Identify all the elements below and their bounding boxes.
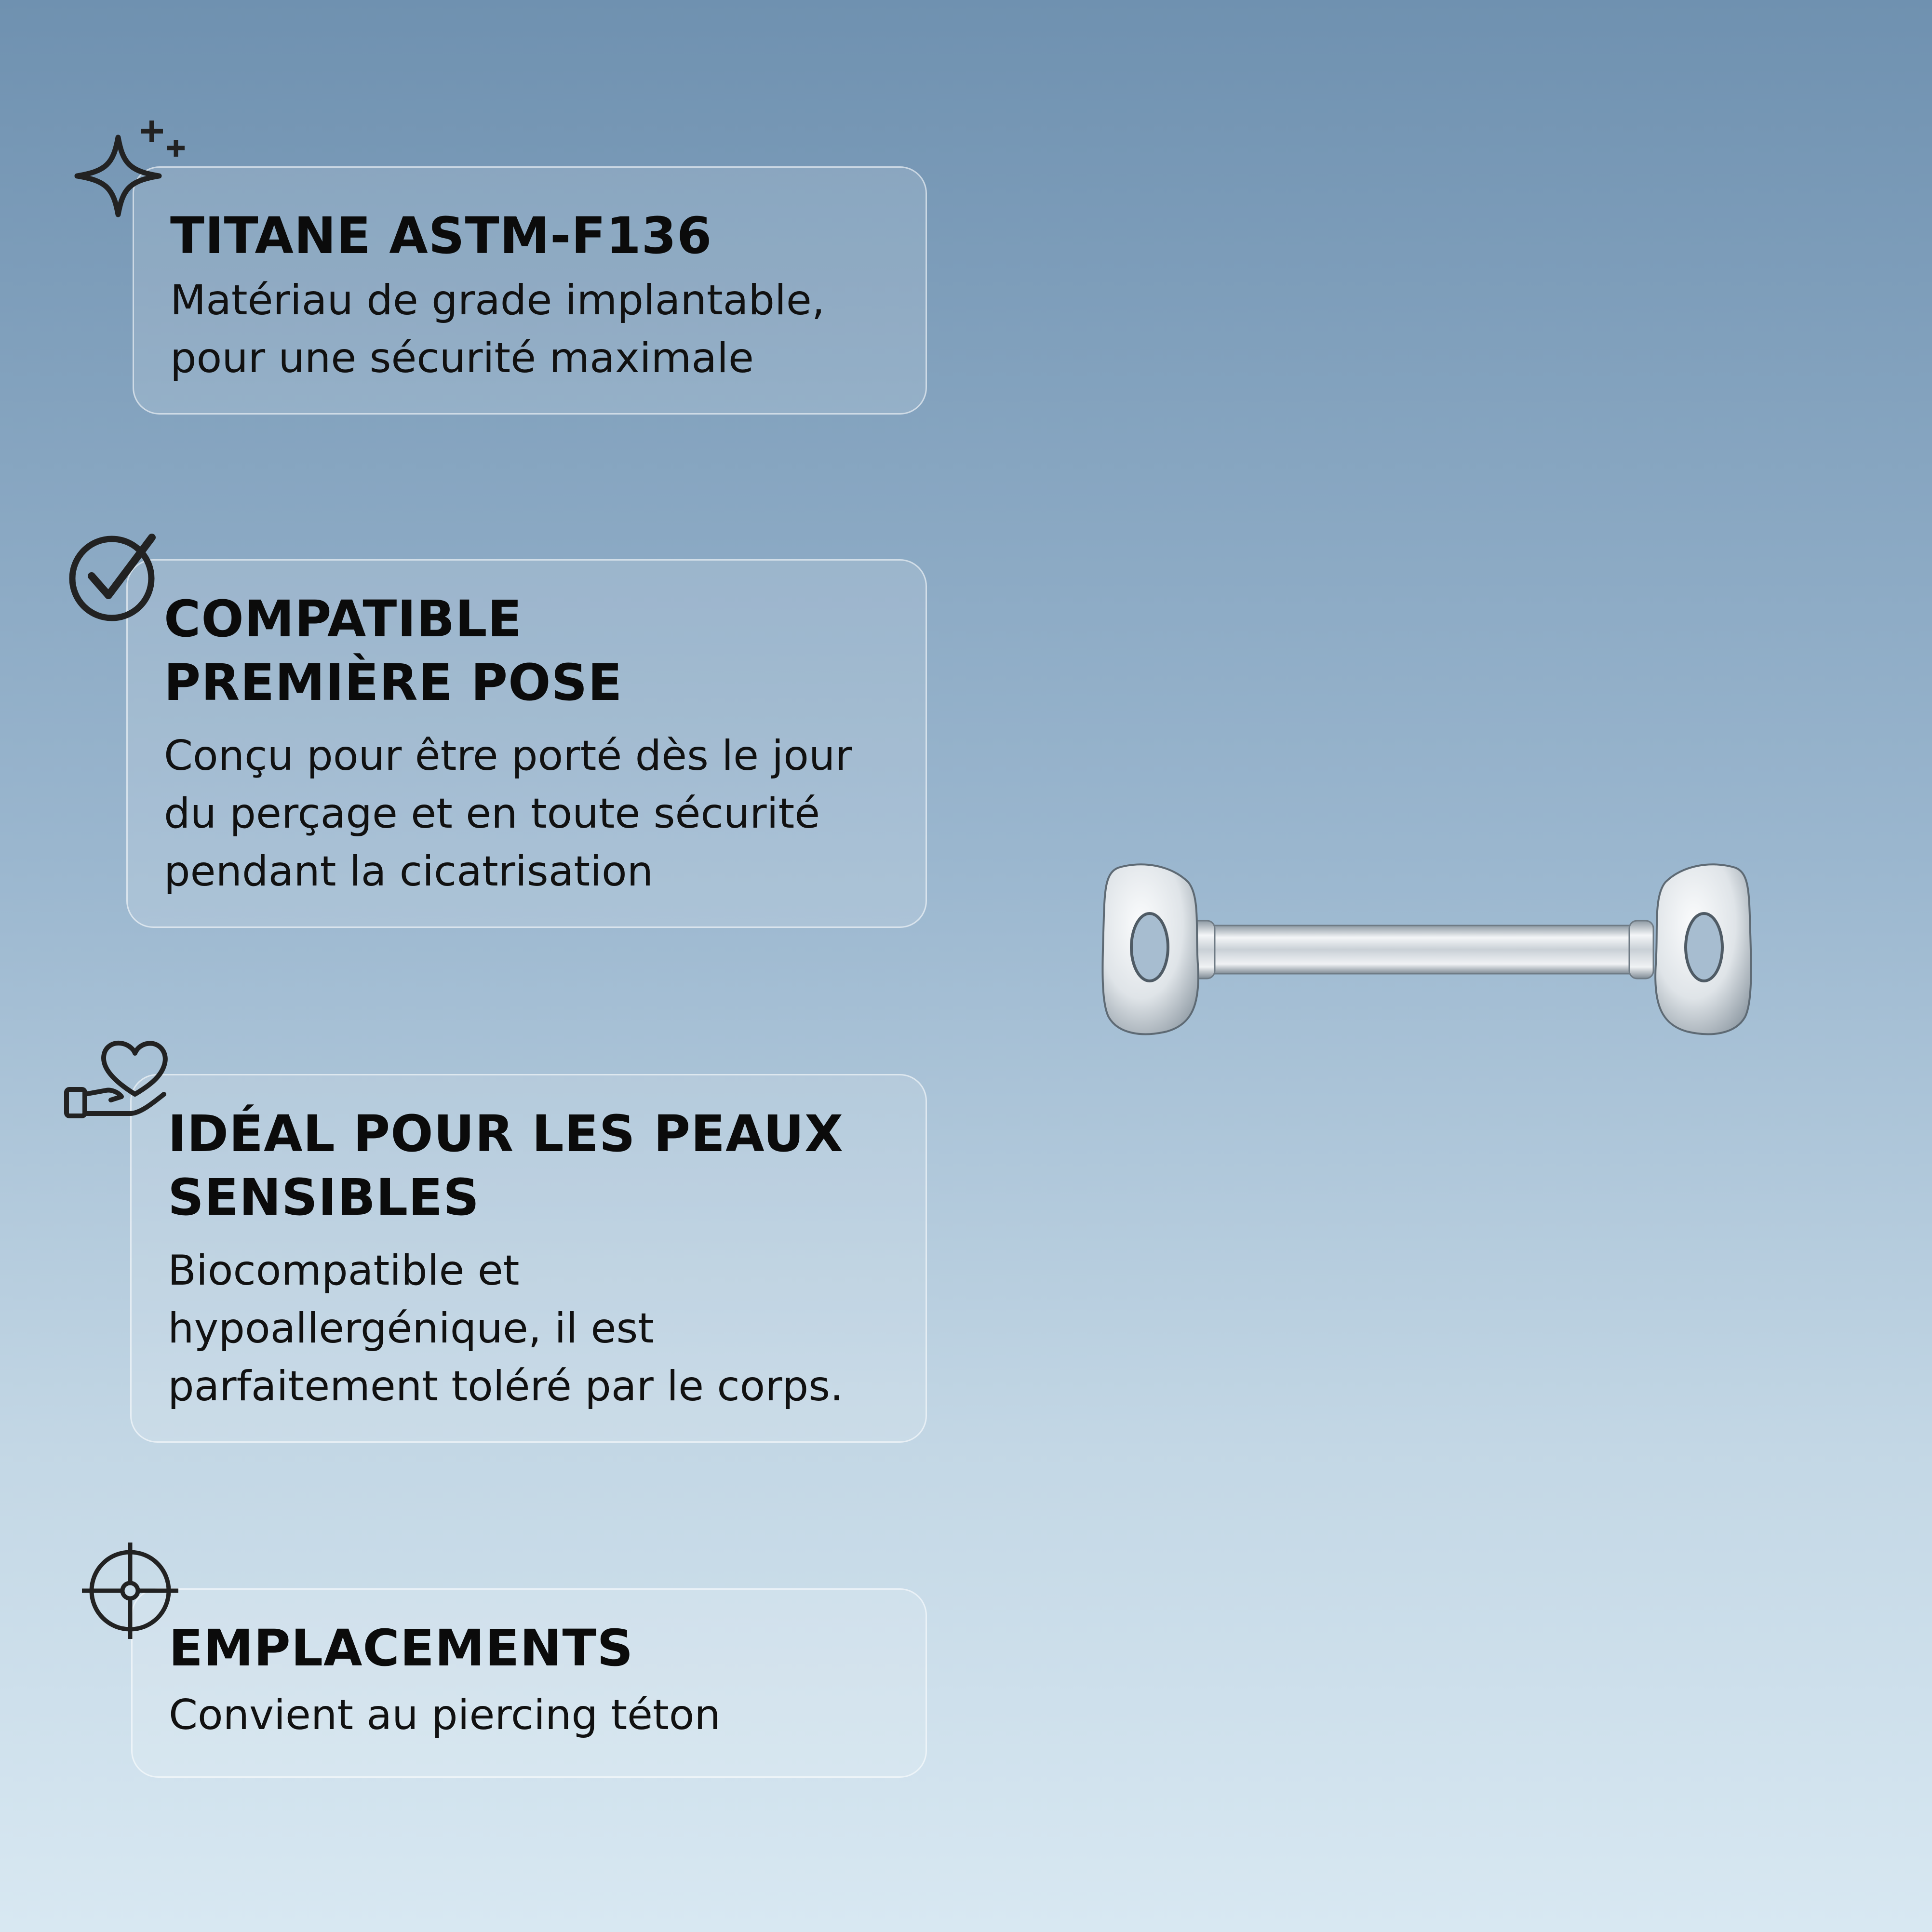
target-icon bbox=[82, 1543, 178, 1639]
feature-card-placement bbox=[131, 1588, 927, 1778]
feature-title: EMPLACEMENTS bbox=[169, 1619, 634, 1677]
description-line: pendant la cicatrisation bbox=[164, 847, 654, 896]
description-line: pour une sécurité maximale bbox=[170, 334, 754, 382]
feature-description bbox=[170, 271, 893, 387]
description-line: Matériau de grade implantable, bbox=[170, 276, 825, 324]
description-line: parfaitement toléré par le corps. bbox=[168, 1362, 844, 1410]
feature-card-titanium bbox=[133, 166, 927, 415]
description-line: du perçage et en toute sécurité bbox=[164, 790, 820, 838]
description-line: Convient au piercing téton bbox=[169, 1691, 721, 1739]
feature-card-first-piercing bbox=[126, 559, 927, 928]
title-line: PREMIÈRE POSE bbox=[164, 653, 623, 712]
title-line: SENSIBLES bbox=[168, 1168, 480, 1227]
heart-hand-icon bbox=[63, 1036, 174, 1123]
title-line: IDÉAL POUR LES PEAUX bbox=[168, 1104, 844, 1163]
title-line: COMPATIBLE bbox=[164, 590, 523, 648]
description-line: Biocompatible et bbox=[168, 1247, 520, 1295]
sparkle-icon bbox=[72, 118, 193, 219]
feature-description bbox=[164, 727, 916, 900]
description-line: Conçu pour être porté dès le jour bbox=[164, 732, 852, 780]
feature-card-sensitive-skin bbox=[130, 1074, 927, 1443]
feature-title bbox=[168, 1102, 920, 1229]
barbell-piercing-image bbox=[1099, 858, 1755, 1041]
description-line: hypoallergénique, il est bbox=[168, 1304, 654, 1353]
feature-title: TITANE ASTM-F136 bbox=[170, 206, 712, 265]
feature-description bbox=[169, 1686, 721, 1744]
feature-title bbox=[164, 587, 887, 714]
check-circle-icon bbox=[67, 525, 164, 622]
feature-description bbox=[168, 1242, 920, 1415]
